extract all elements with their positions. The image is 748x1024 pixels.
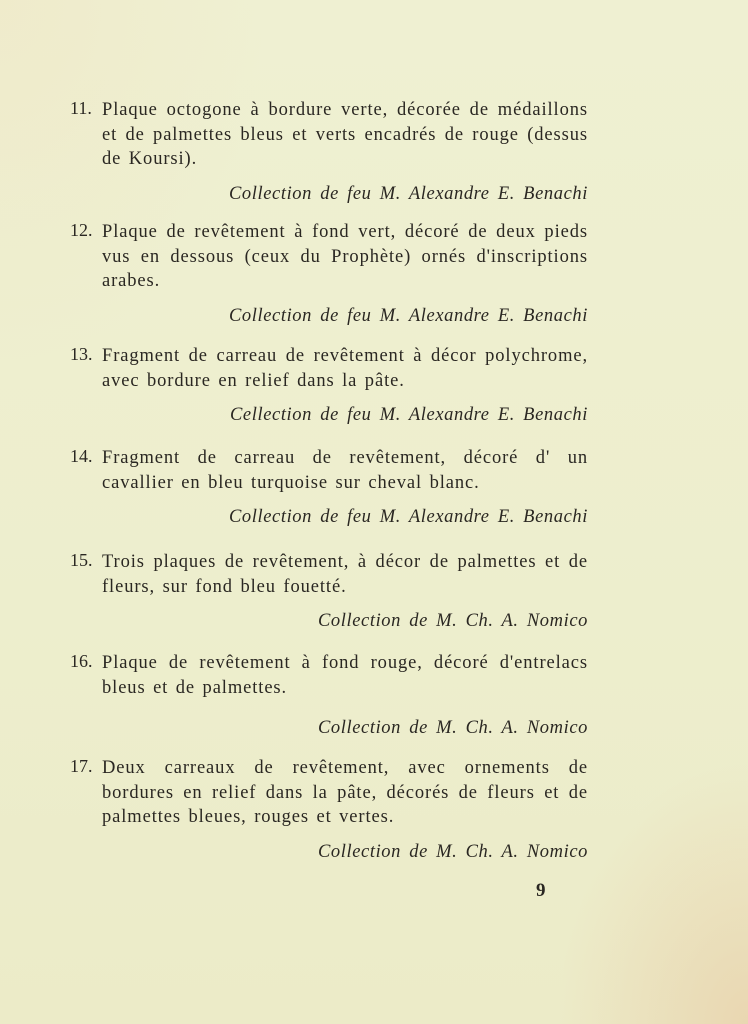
catalogue-entry-15 [70, 550, 588, 632]
entry-number: 15. [70, 550, 93, 570]
entry-collection: Cellection de feu M. Alexandre E. Benachi [229, 405, 588, 425]
catalogue-entry-13 [70, 344, 588, 426]
entry-description: Plaque de revêtement à fond rouge, décoré d'entrelacs bleus et de palmettes. [102, 653, 588, 698]
entry-description: Plaque de revêtement à fond vert, décoré de deux pieds vus en dessous (ceux du Prophète) ornés d'inscriptions arabes. [102, 222, 588, 291]
catalogue-entry-11 [70, 98, 588, 205]
catalogue-entry-16 [70, 651, 588, 739]
entry-number: 14. [70, 446, 93, 466]
entry-description: Deux carreaux de revêtement, avec ornements de bordures en relief dans la pâte, décorés de fleurs et de palmettes bleues, rouges et vertes. [102, 758, 588, 827]
entry-collection: Collection de M. Ch. A. Nomico [317, 611, 588, 631]
catalogue-entry-12 [70, 220, 588, 327]
entry-number: 17. [70, 756, 93, 776]
entry-description: Fragment de carreau de revêtement à décor polychrome, avec bordure en relief dans la pâte. [102, 346, 588, 391]
entry-number: 12. [70, 220, 93, 240]
entry-number: 16. [70, 651, 93, 671]
catalogue-entry-17 [70, 756, 588, 863]
entry-collection: Collection de M. Ch. A. Nomico [317, 718, 588, 738]
entry-collection: Collection de M. Ch. A. Nomico [317, 841, 588, 862]
entry-collection: Collection de feu M. Alexandre E. Benachi [228, 305, 588, 326]
entry-collection: Collection de feu M. Alexandre E. Benachi [228, 183, 588, 204]
entry-description: Fragment de carreau de revêtement, décoré d' un cavallier en bleu turquoise sur cheval blanc. [102, 448, 588, 493]
entry-number: 11. [70, 98, 92, 118]
entry-collection: Collection de feu M. Alexandre E. Benachi [228, 507, 588, 527]
catalogue-entry-14 [70, 446, 588, 528]
entry-description: Trois plaques de revêtement, à décor de palmettes et de fleurs, sur fond bleu fouetté. [102, 552, 588, 597]
entry-description: Plaque octogone à bordure verte, décorée de médaillons et de palmettes bleus et verts encadrés de rouge (dessus de Koursi). [102, 100, 588, 169]
page-number: 9 [536, 880, 546, 901]
entry-number: 13. [70, 344, 93, 364]
